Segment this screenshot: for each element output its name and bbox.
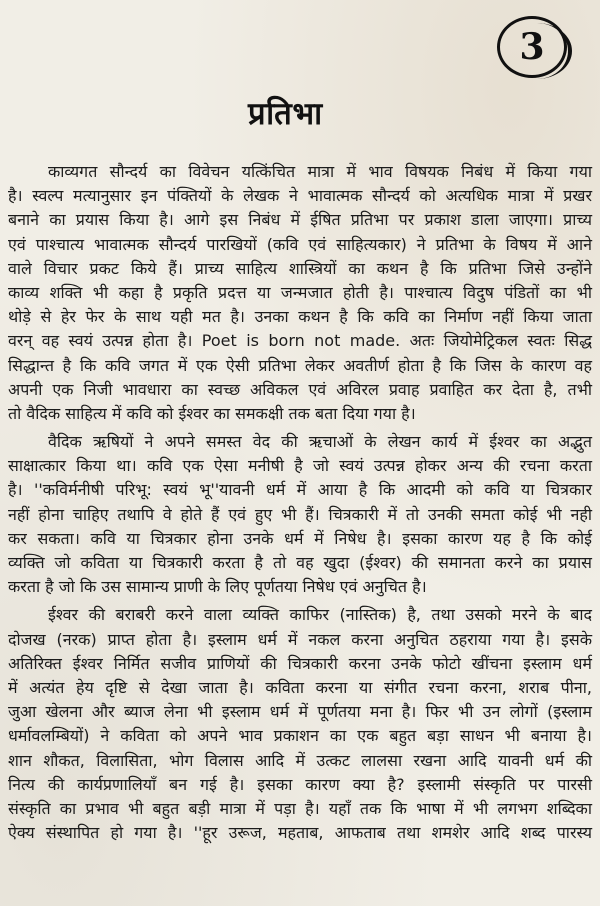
body-text — [8, 160, 592, 845]
text-line: है। स्वल्प मत्यानुसार इन पंक्तियों के लेखक ने भावात्मक सौन्दर्य को अत्यधिक मात्रा में प्रखर — [8, 186, 592, 206]
text-line: एवं पाश्चात्य भावात्मक सौन्दर्य पारखियों (कवि एवं साहित्यकार) ने प्रतिभा के विषय में आने — [8, 234, 592, 254]
text-line: काव्यगत सौन्दर्य का विवेचन यत्किंचित मात्रा में भाव विषयक निबंध में किया गया — [48, 162, 592, 181]
text-line: शान शौकत, विलासिता, भोग विलास आदि में उत्कट लालसा रखना आदि यावनी धर्म की — [8, 750, 592, 770]
text-line: में अत्यंत हेय दृष्टि से देखा जाता है। कविता करना या संगीत रचना करना, शराब पीना, — [8, 677, 592, 697]
text-line: दोजख (नरक) प्राप्त होता है। इस्लाम धर्म में नकल करना अनुचित ठहराया गया है। इसके — [8, 629, 592, 649]
text-line: है। ''कविर्मनीषी परिभू: स्वयं भू''यावनी धर्म में आया है कि आदमी को कवि या चित्रकार — [8, 480, 592, 500]
text-line: थोड़े से हेर फेर के साथ यही मत है। उनका कथन है कि कवि का निर्माण नहीं किया जाता — [8, 307, 592, 327]
text-line: वाले विचार प्रकट किये हैं। प्राच्य साहित्य शास्त्रियों का कथन है कि प्रतिभा जिसे उन्होंने — [8, 258, 592, 278]
text-line: तो वैदिक साहित्य में कवि को ईश्वर का समकक्षी तक बता दिया गया है। — [8, 403, 416, 423]
paragraph-1 — [8, 160, 592, 426]
text-line: नित्य की कार्यप्रणालियाँ बन गई है। इसका कारण क्या है? इस्लामी संस्कृति पर पारसी — [8, 774, 592, 794]
text-line: बनाने का प्रयास किया है। आगे इस निबंध में ईषित प्रतिभा पर प्रकाश डाला जाएगा। प्राच्य — [8, 210, 592, 230]
text-line: वैदिक ऋषियों ने अपने समस्त वेद की ऋचाओं के लेखन कार्य में ईश्वर का अद्भुत — [48, 432, 592, 452]
chapter-number-badge — [497, 16, 567, 78]
text-line: ऐक्य संस्थापित हो गया है। ''हूर उरूज, महताब, आफताब तथा शमशेर आदि शब्द पारस्य — [8, 823, 592, 843]
chapter-number: 3 — [519, 26, 545, 68]
text-line: सिद्धान्त है कि कवि जगत में एक ऐसी प्रतिभा लेकर अवतीर्ण होता है कि जिस के कारण वह — [8, 355, 592, 375]
text-line: संस्कृति का प्रभाव भी बहुत बड़ी मात्रा में पड़ा है। यहाँ तक कि भाषा में भी लगभग शब्दिका — [8, 798, 592, 818]
page-title: प्रतिभा — [248, 96, 323, 132]
text-line: वरन् वह स्वयं उत्पन्न होता है। Poet is born not made. अतः जियोमेट्रिकल स्वतः सिद्ध — [8, 331, 592, 351]
text-line: ईश्वर की बराबरी करने वाला व्यक्ति काफिर (नास्तिक) है, तथा उसको मरने के बाद — [48, 605, 592, 625]
text-line: करता है जो कि उस सामान्य प्राणी के लिए पूर्णतया निषेध एवं अनुचित है। — [8, 577, 427, 597]
text-line: साक्षात्कार किया था। कवि एक ऐसा मनीषी है जो स्वयं उत्पन्न होकर अन्य की रचना करता — [8, 456, 592, 476]
text-line: नहीं होना चाहिए तथापि वे होते हैं एवं हुए भी हैं। चित्रकारी में तो उनकी समता कोई भी नही — [8, 504, 592, 524]
text-line: जुआ खेलना और ब्याज लेना भी इस्लाम धर्म में पूर्णतया मना है। फिर भी उन लोगों (इस्लाम — [8, 702, 592, 722]
text-line: व्यक्ति जो कविता या चित्रकारी करता है तो वह खुदा (ईश्वर) की समानता करने का प्रयास — [8, 553, 592, 572]
text-line: कर सकता। कवि या चित्रकार होना उनके धर्म में निषेध है। इसका कारण यह है कि कोई — [8, 528, 592, 548]
text-line: काव्य शक्ति भी कहा है प्रकृति प्रदत्त या जन्मजात होती है। पाश्चात्य विदुष पंडितों का भी — [8, 282, 592, 302]
paragraph-2 — [8, 430, 592, 599]
text-line: अतिरिक्त ईश्वर निर्मित सजीव प्राणियों की चित्रकारी करना उनके फोटो खींचना इस्लाम धर्म — [8, 653, 592, 673]
paragraph-3 — [8, 603, 592, 845]
text-line: धर्मावलम्बियों) ने कविता को अपने भाव प्रकाशन का एक बहुत बड़ा साधन भी बनाया है। — [8, 726, 592, 746]
text-line: अपनी एक निजी भावधारा का स्वच्छ अविकल एवं अविरल प्रवाह प्रवाहित कर देता है, तभी — [8, 379, 592, 399]
